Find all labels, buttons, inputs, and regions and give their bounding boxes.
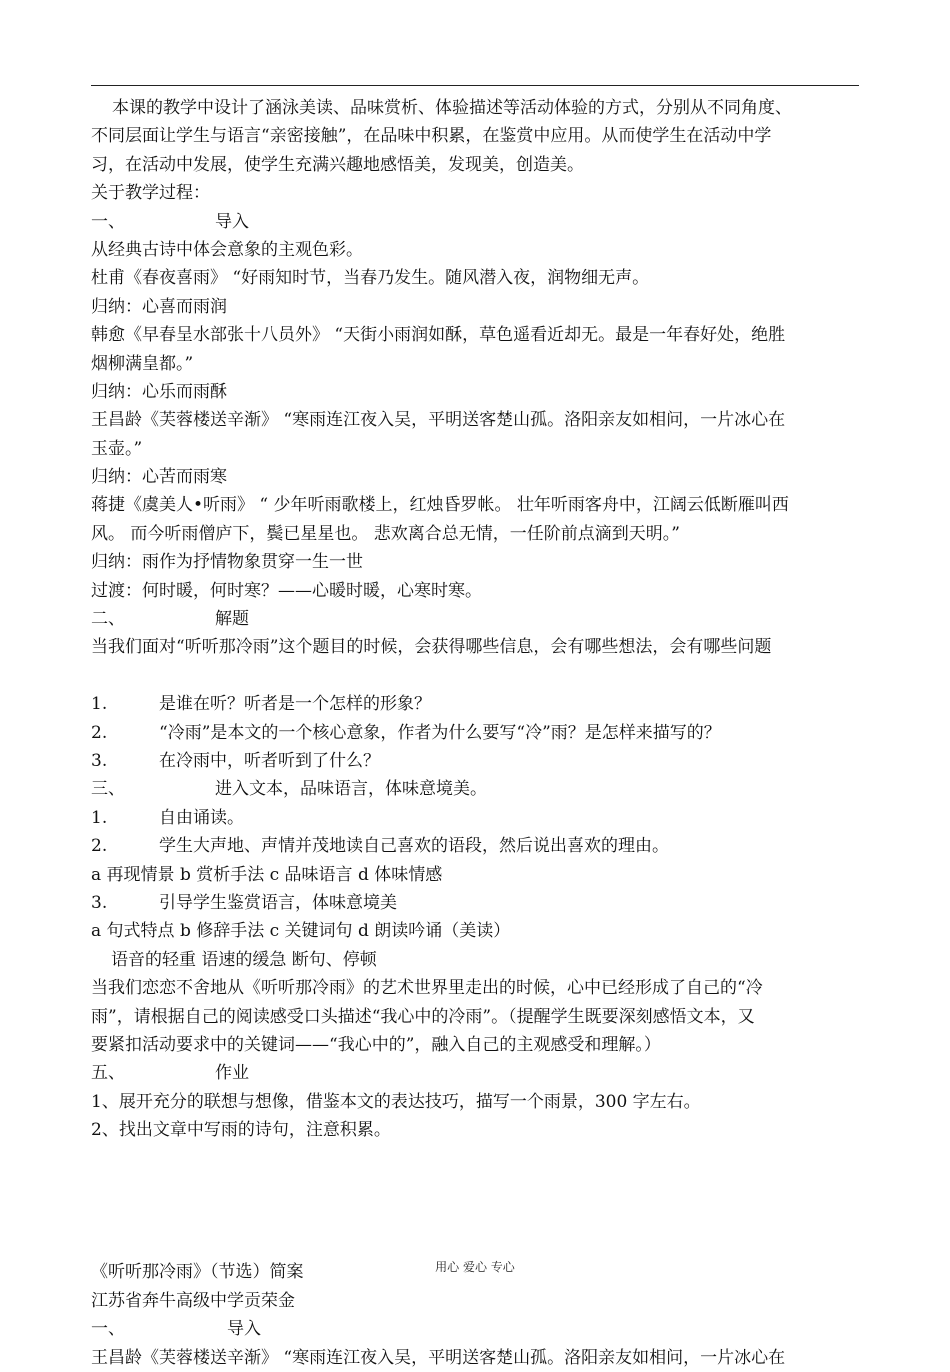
section-number: 五、	[91, 1063, 125, 1084]
list-number: 3.	[91, 892, 108, 913]
list-item	[91, 747, 861, 775]
poem-line: 风。 而今听雨僧庐下，鬓已星星也。 悲欢离合总无情，一任阶前点滴到天明。”	[91, 523, 680, 544]
poem-line: 王昌龄《芙蓉楼送辛渐》 “寒雨连江夜入吴，平明送客楚山孤。洛阳亲友如相问，一片冰心在	[91, 410, 786, 431]
intro-line: 不同层面让学生与语言“亲密接触”，在品味中积累，在鉴赏中应用。从而使学生在活动中学	[91, 126, 772, 147]
list-item	[91, 889, 861, 917]
section-number: 一、	[91, 1319, 125, 1340]
list-text: 自由诵读。	[159, 807, 244, 828]
page-footer: 用心 爱心 专心	[435, 1260, 515, 1274]
paragraph-line: 雨”，请根据自己的阅读感受口头描述“我心中的冷雨”。（提醒学生既要深刻感悟文本，又	[91, 1006, 755, 1027]
summary-line: 归纳：雨作为抒情物象贯穿一生一世	[91, 552, 363, 573]
poem-line: 烟柳满皇都。”	[91, 353, 194, 374]
list-number: 1.	[91, 807, 108, 828]
intro-line: 习，在活动中发展，使学生充满兴趣地感悟美，发现美，创造美。	[91, 154, 584, 175]
section-heading-3	[91, 775, 861, 803]
plan-author: 江苏省奔牛高级中学贡荣金	[91, 1290, 295, 1311]
section-number: 一、	[91, 211, 125, 232]
summary-line: 归纳：心乐而雨酥	[91, 381, 227, 402]
section-number: 二、	[91, 609, 125, 630]
sub-point-line: a 句式特点 b 修辞手法 c 关键词句 d 朗读吟诵（美读）	[91, 921, 511, 942]
blank-space	[91, 1144, 861, 1258]
poem-line: 玉壶。”	[91, 438, 143, 459]
section-heading-1	[91, 208, 861, 236]
section-title: 导入	[227, 1319, 261, 1340]
list-text: 是谁在听？听者是一个怎样的形象？	[159, 694, 431, 715]
list-number: 2.	[91, 836, 108, 857]
sub-point-line: a 再现情景 b 赏析手法 c 品味语言 d 体味情感	[91, 864, 443, 885]
list-text: 学生大声地、声情并茂地读自己喜欢的语段，然后说出喜欢的理由。	[159, 836, 669, 857]
list-item	[91, 832, 861, 860]
list-number: 3.	[91, 750, 108, 771]
list-item	[91, 719, 861, 747]
list-item	[91, 690, 861, 718]
list-number: 1.	[91, 694, 108, 715]
summary-line: 归纳：心喜而雨润	[91, 296, 227, 317]
section-title: 作业	[215, 1063, 249, 1084]
header-rule	[91, 85, 859, 86]
homework-item: 1、展开充分的联想与想像，借鉴本文的表达技巧，描写一个雨景，300 字左右。	[91, 1091, 701, 1112]
homework-item: 2、找出文章中写雨的诗句，注意积累。	[91, 1120, 391, 1141]
paragraph: 从经典古诗中体会意象的主观色彩。	[91, 239, 363, 260]
summary-line: 归纳：心苦而雨寒	[91, 467, 227, 488]
sub-point-line: 语音的轻重 语速的缓急 断句、停顿	[111, 949, 377, 970]
plan-title: 《听听那冷雨》（节选）简案	[91, 1262, 304, 1283]
section-title: 解题	[215, 609, 249, 630]
paragraph: 当我们面对“听听那冷雨”这个题目的时候，会获得哪些信息，会有哪些想法，会有哪些问题	[91, 637, 772, 658]
poem-line: 韩愈《早春呈水部张十八员外》 “天街小雨润如酥，草色遥看近却无。最是一年春好处，绝胜	[91, 325, 786, 346]
blank-line	[91, 662, 861, 690]
list-text: 引导学生鉴赏语言，体味意境美	[159, 892, 397, 913]
section-title: 导入	[215, 211, 249, 232]
intro-line: 本课的教学中设计了涵泳美读、品味赏析、体验描述等活动体验的方式，分别从不同角度、	[112, 98, 792, 118]
section-heading-plan-1	[91, 1315, 861, 1343]
poem-line: 王昌龄《芙蓉楼送辛渐》 “寒雨连江夜入吴，平明送客楚山孤。洛阳亲友如相问，一片冰心在	[91, 1347, 786, 1368]
transition-line: 过渡：何时暖，何时寒？——心暖时暖，心寒时寒。	[91, 580, 482, 601]
list-number: 2.	[91, 722, 108, 743]
section-title: 进入文本，品味语言，体味意境美。	[215, 779, 487, 800]
poem-line: 杜甫《春夜喜雨》 “好雨知时节，当春乃发生。随风潜入夜，润物细无声。	[91, 268, 650, 289]
section-heading-5	[91, 1059, 861, 1087]
list-text: 在冷雨中，听者听到了什么？	[159, 750, 380, 771]
section-number: 三、	[91, 779, 125, 800]
list-text: “冷雨”是本文的一个核心意象，作者为什么要写“冷”雨？是怎样来描写的？	[159, 722, 721, 743]
list-item	[91, 804, 861, 832]
paragraph-line: 要紧扣活动要求中的关键词——“我心中的”，融入自己的主观感受和理解。）	[91, 1034, 661, 1055]
process-title: 关于教学过程：	[91, 183, 210, 204]
poem-line: 蒋捷《虞美人•听雨》 “ 少年听雨歌楼上，红烛昏罗帐。 壮年听雨客舟中，江阔云低断雁叫西	[91, 495, 789, 516]
document-body	[91, 94, 861, 1372]
paragraph-line: 当我们恋恋不舍地从《听听那冷雨》的艺术世界里走出的时候，心中已经形成了自己的“冷	[91, 978, 763, 999]
section-heading-2	[91, 605, 861, 633]
